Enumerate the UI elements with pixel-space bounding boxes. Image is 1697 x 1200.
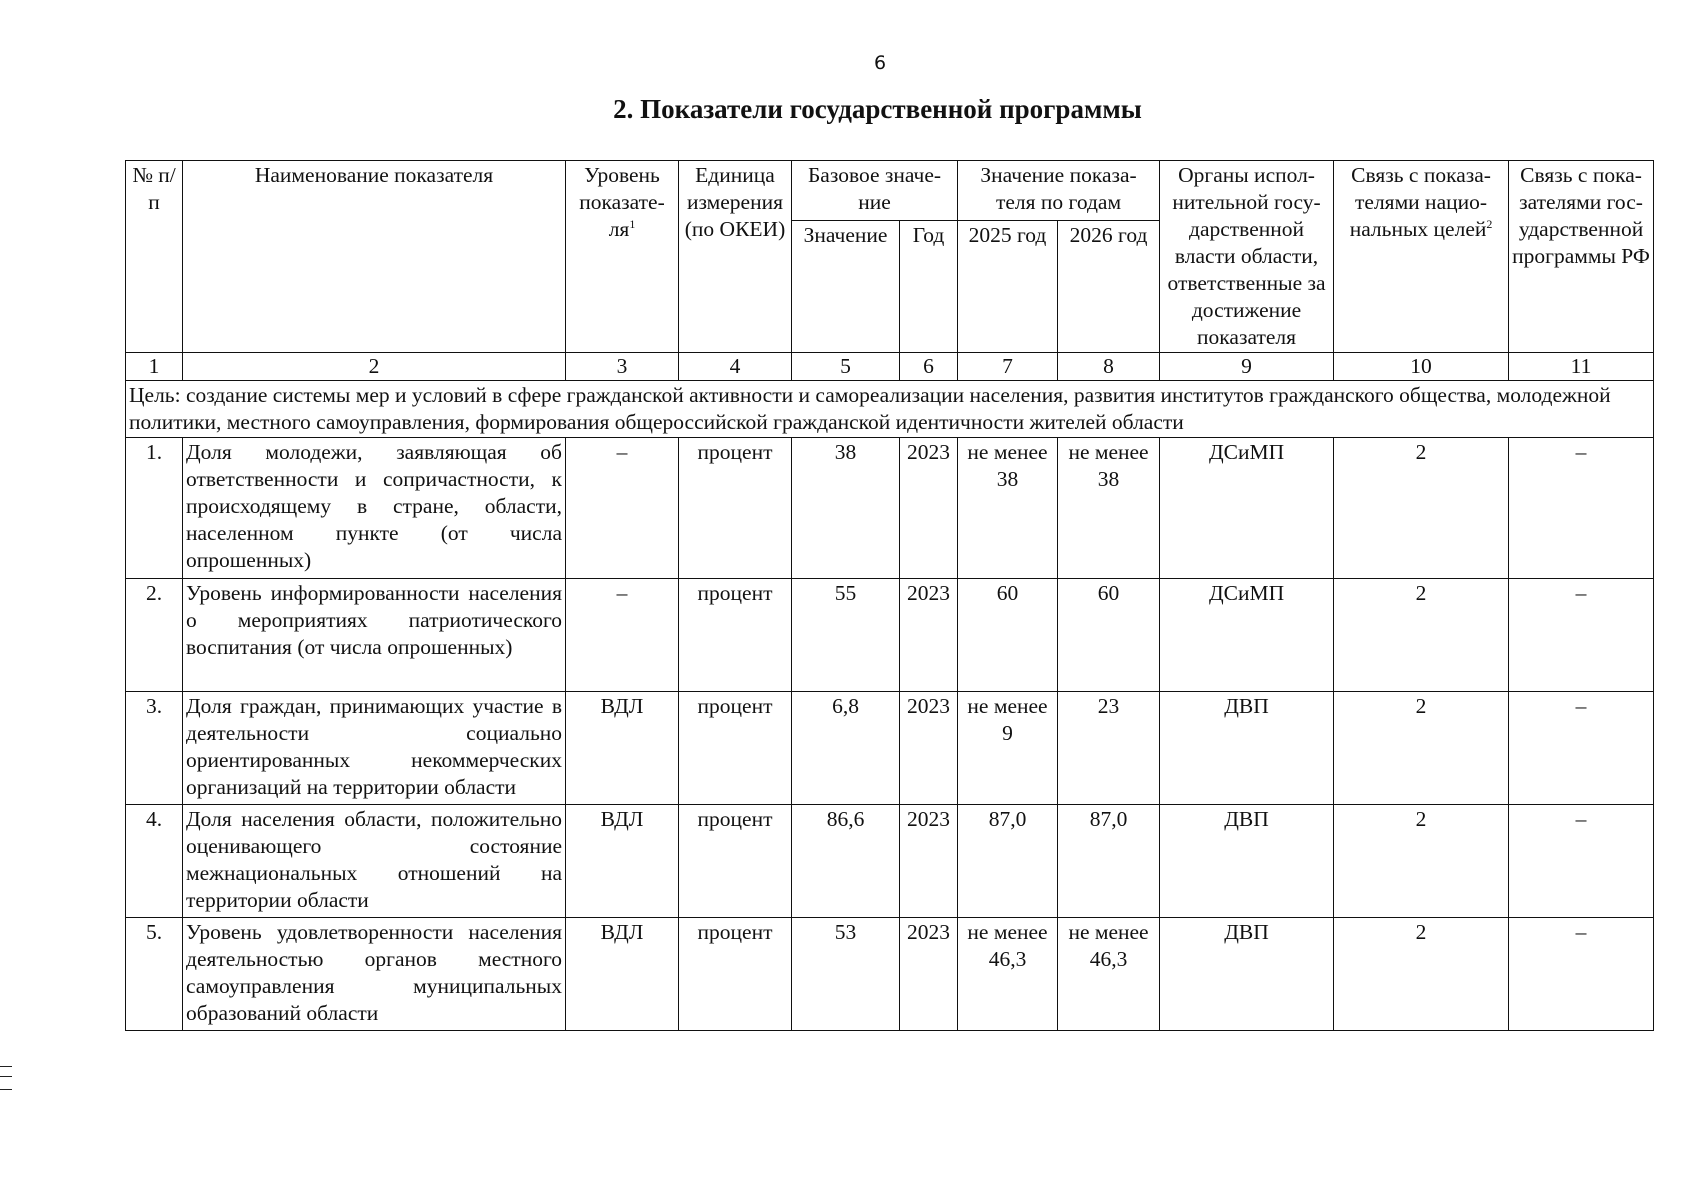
column-number: 5 — [792, 353, 900, 381]
row-level: – — [566, 579, 679, 692]
row-level: ВДЛ — [566, 805, 679, 918]
header-values-by-year: Значение показа-теля по годам — [958, 161, 1160, 221]
column-number: 2 — [183, 353, 566, 381]
row-national-goals: 2 — [1334, 805, 1509, 918]
header-base: Базовое значе-ние — [792, 161, 958, 221]
header-base-value: Значение — [792, 221, 900, 353]
row-base-year: 2023 — [900, 692, 958, 805]
indicators-table — [125, 160, 1654, 1031]
row-level: ВДЛ — [566, 692, 679, 805]
column-number: 9 — [1160, 353, 1334, 381]
column-number: 6 — [900, 353, 958, 381]
row-national-goals: 2 — [1334, 579, 1509, 692]
row-num: 5. — [126, 918, 183, 1031]
header-name: Наименование показателя — [183, 161, 566, 353]
row-indicator-name: Доля молодежи, заявляющая об ответственности и сопричастности, к происходящему в стране, области, населенном пункте (от числа опрошенных) — [183, 438, 566, 579]
row-national-goals: 2 — [1334, 438, 1509, 579]
row-indicator-name: Доля населения области, положительно оценивающего состояние межнациональных отношений на территории области — [183, 805, 566, 918]
table-row — [126, 579, 1654, 692]
row-level: – — [566, 438, 679, 579]
row-value-2025: 87,0 — [958, 805, 1058, 918]
header-num: № п/п — [126, 161, 183, 353]
row-value-2026: 87,0 — [1058, 805, 1160, 918]
page-number: 6 — [873, 52, 887, 74]
column-number: 7 — [958, 353, 1058, 381]
row-unit: процент — [679, 438, 792, 579]
row-national-goals: 2 — [1334, 918, 1509, 1031]
table-row — [126, 438, 1654, 579]
row-base-value: 86,6 — [792, 805, 900, 918]
row-base-value: 38 — [792, 438, 900, 579]
row-base-value: 55 — [792, 579, 900, 692]
row-value-2026: 60 — [1058, 579, 1160, 692]
column-number-row — [126, 353, 1654, 381]
row-indicator-name: Доля граждан, принимающих участие в деятельности социально ориентированных некоммерческих организаций на территории области — [183, 692, 566, 805]
table-row — [126, 805, 1654, 918]
column-number: 4 — [679, 353, 792, 381]
row-value-2026: не менее 38 — [1058, 438, 1160, 579]
row-value-2025: 60 — [958, 579, 1058, 692]
goal-row — [126, 381, 1654, 438]
header-2026: 2026 год — [1058, 221, 1160, 353]
row-authority: ДСиМП — [1160, 579, 1334, 692]
row-unit: процент — [679, 918, 792, 1031]
column-number: 8 — [1058, 353, 1160, 381]
row-rf-program: – — [1509, 805, 1654, 918]
row-value-2026: 23 — [1058, 692, 1160, 805]
document-title: 2. Показатели государственной программы — [613, 94, 1142, 124]
column-number: 1 — [126, 353, 183, 381]
header-level-text: Уровень показате-ля — [579, 163, 665, 241]
header-level-footnote: 1 — [629, 216, 636, 231]
row-unit: процент — [679, 805, 792, 918]
row-value-2025: не менее 38 — [958, 438, 1058, 579]
row-base-year: 2023 — [900, 918, 958, 1031]
row-authority: ДВП — [1160, 918, 1334, 1031]
header-rf-program: Связь с пока-зателями гос-ударственной программы РФ — [1509, 161, 1654, 353]
row-base-value: 53 — [792, 918, 900, 1031]
row-indicator-name: Уровень информированности населения о мероприятиях патриотического воспитания (от числа опрошенных) — [183, 579, 566, 692]
row-num: 2. — [126, 579, 183, 692]
header-row-1 — [126, 161, 1654, 221]
header-national-goals-footnote: 2 — [1486, 216, 1493, 231]
row-base-year: 2023 — [900, 579, 958, 692]
row-num: 3. — [126, 692, 183, 805]
row-authority: ДВП — [1160, 805, 1334, 918]
binding-mark — [0, 1066, 12, 1090]
row-level: ВДЛ — [566, 918, 679, 1031]
row-rf-program: – — [1509, 579, 1654, 692]
header-unit: Единица измерения (по ОКЕИ) — [679, 161, 792, 353]
row-base-year: 2023 — [900, 438, 958, 579]
column-number: 3 — [566, 353, 679, 381]
goal-text: Цель: создание системы мер и условий в сфере гражданской активности и самореализации населения, развития институтов гражданского общества, молодежной политики, местного самоуправления, формирования общероссийской гражданской идентичности жителей области — [126, 381, 1654, 438]
row-unit: процент — [679, 579, 792, 692]
row-num: 4. — [126, 805, 183, 918]
header-level — [566, 161, 679, 353]
row-base-value: 6,8 — [792, 692, 900, 805]
table-row — [126, 918, 1654, 1031]
table-row — [126, 692, 1654, 805]
row-national-goals: 2 — [1334, 692, 1509, 805]
row-value-2025: не менее 46,3 — [958, 918, 1058, 1031]
row-base-year: 2023 — [900, 805, 958, 918]
row-value-2025: не менее 9 — [958, 692, 1058, 805]
row-value-2026: не менее 46,3 — [1058, 918, 1160, 1031]
row-rf-program: – — [1509, 918, 1654, 1031]
row-unit: процент — [679, 692, 792, 805]
column-number: 11 — [1509, 353, 1654, 381]
row-num: 1. — [126, 438, 183, 579]
header-2025: 2025 год — [958, 221, 1058, 353]
row-authority: ДВП — [1160, 692, 1334, 805]
row-indicator-name: Уровень удовлетворенности населения деятельностью органов местного самоуправления муниципальных образований области — [183, 918, 566, 1031]
row-authority: ДСиМП — [1160, 438, 1334, 579]
row-rf-program: – — [1509, 438, 1654, 579]
column-number: 10 — [1334, 353, 1509, 381]
header-national-goals-text: Связь с показа-телями нацио-нальных целей — [1349, 163, 1491, 241]
row-rf-program: – — [1509, 692, 1654, 805]
header-national-goals — [1334, 161, 1509, 353]
header-base-year: Год — [900, 221, 958, 353]
header-authority: Органы испол-нительной госу-дарственной власти области, ответственные за достижение показателя — [1160, 161, 1334, 353]
